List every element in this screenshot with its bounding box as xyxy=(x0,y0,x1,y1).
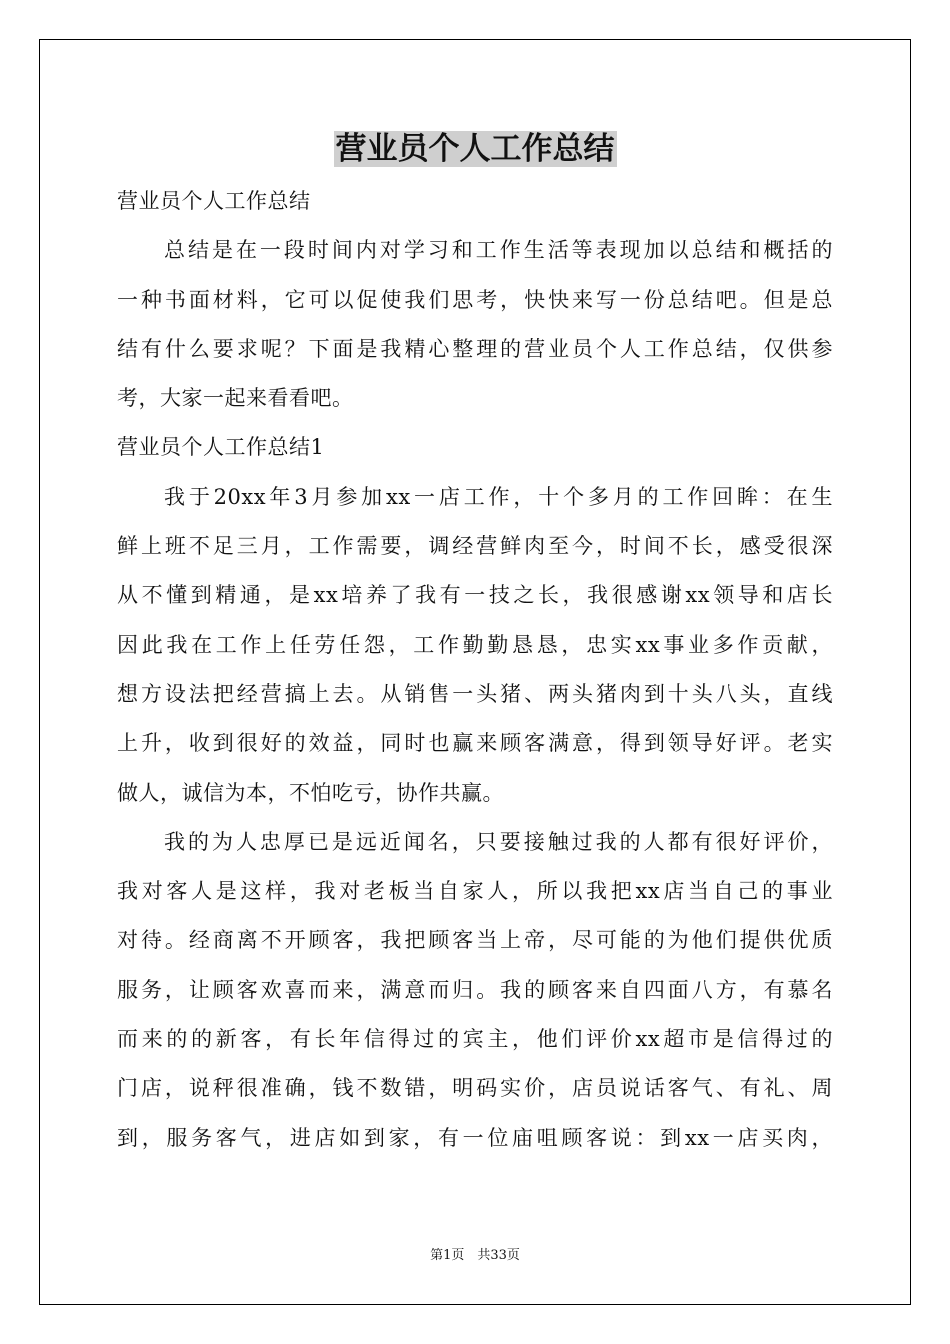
page-number: 第1页 共33页 xyxy=(430,1248,520,1263)
paragraph-line: 到，服务客气，进店如到家，有一位庙咀顾客说：到xx一店买肉， xyxy=(117,1125,833,1150)
paragraph-line: 我的为人忠厚已是远近闻名，只要接触过我的人都有很好评价， xyxy=(164,829,833,854)
paragraph-line: 想方设法把经营搞上去。从销售一头猪、两头猪肉到十头八头，直线 xyxy=(117,681,833,706)
paragraph-line: 我于20xx年3月参加xx一店工作，十个多月的工作回眸：在生 xyxy=(164,484,833,509)
paragraph-line: 因此我在工作上任劳任怨，工作勤勤恳恳，忠实xx事业多作贡献， xyxy=(117,632,833,657)
intro-line: 结有什么要求呢？下面是我精心整理的营业员个人工作总结，仅供参 xyxy=(117,336,833,361)
intro-line: 考，大家一起来看看吧。 xyxy=(117,386,354,411)
paragraph-line: 鲜上班不足三月，工作需要，调经营鲜肉至今，时间不长，感受很深 xyxy=(117,534,833,559)
paragraph-line: 做人，诚信为本，不怕吃亏，协作共赢。 xyxy=(117,780,504,805)
paragraph-line: 而来的的新客，有长年信得过的宾主，他们评价xx超市是信得过的 xyxy=(117,1027,833,1052)
paragraph-line: 对待。经商离不开顾客，我把顾客当上帝，尽可能的为他们提供优质 xyxy=(117,928,833,953)
section-heading: 营业员个人工作总结1 xyxy=(117,435,325,460)
paragraph-line: 我对客人是这样，我对老板当自家人，所以我把xx店当自己的事业 xyxy=(117,879,833,904)
paragraph-line: 从不懂到精通，是xx培养了我有一技之长，我很感谢xx领导和店长 xyxy=(117,583,833,608)
paragraph-line: 服务，让顾客欢喜而来，满意而归。我的顾客来自四面八方，有慕名 xyxy=(117,977,833,1002)
document-body xyxy=(117,177,833,1163)
paragraph-line: 上升，收到很好的效益，同时也赢来顾客满意，得到领导好评。老实 xyxy=(117,731,833,756)
section-heading: 营业员个人工作总结 xyxy=(117,189,311,213)
paragraph-line: 门店，说秤很准确，钱不数错，明码实价，店员说话客气、有礼、周 xyxy=(117,1076,833,1101)
document-title xyxy=(0,126,950,172)
intro-line: 总结是在一段时间内对学习和工作生活等表现加以总结和概括的 xyxy=(164,238,833,263)
intro-line: 一种书面材料，它可以促使我们思考，快快来写一份总结吧。但是总 xyxy=(117,287,833,312)
document-title-text: 营业员个人工作总结 xyxy=(335,131,615,167)
